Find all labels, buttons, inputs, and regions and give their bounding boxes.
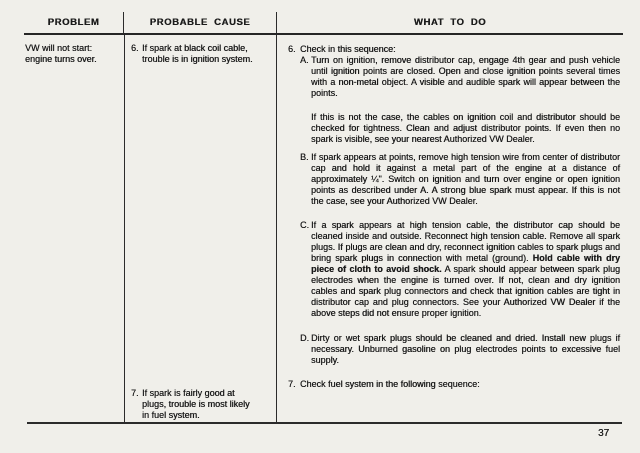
step-text: If spark appears at points, remove high tension wire from center of distributor cap and hold it against a metal part of the engine at a distance of approximately ¼". Switch on ignition and turn over engine or open ignition points as described under A. A strong blue spark must appear. If this is not the case, see your Authorized VW Dealer. (311, 152, 620, 206)
problem-cell (24, 35, 124, 422)
step-C-paragraph (288, 220, 620, 319)
cause-line: plugs, trouble is most likely (142, 399, 250, 409)
action-intro-text: Check fuel system in the following sequence: (300, 379, 480, 389)
step-text-segment: A spark should appear between spark plug electrodes when the engine is turned over. If not, clean and dry ignition cables and spark plug connectors and check that ignition cables are tight in distributor cap and plug connectors. See your Authorized VW Dealer if the above steps did not ensure proper ignition. (311, 264, 620, 318)
column-header-probable-cause: PROBABLE CAUSE (124, 12, 277, 33)
what-to-do-cell (277, 35, 623, 422)
step-A-paragraph-1 (288, 55, 620, 99)
step-D-paragraph (288, 333, 620, 366)
cause-item-6 (131, 43, 270, 65)
cause-number: 7. (131, 388, 139, 398)
action-number: 7. (288, 379, 296, 389)
step-label: C. (300, 220, 309, 230)
step-A (288, 55, 620, 145)
probable-cause-cell (124, 35, 277, 422)
step-text: If this is not the case, the cables on ignition coil and distributor should be checked for tightness. Clean and adjust distributor points. If even then no spark is visible, see your nearest Authorized VW Dealer. (311, 112, 620, 144)
step-label: B. (300, 152, 309, 162)
step-A-paragraph-2 (288, 112, 620, 145)
cause-line: in fuel system. (142, 410, 200, 420)
action-number: 6. (288, 44, 296, 54)
cause-line: If spark is fairly good at (142, 388, 235, 398)
cause-text (142, 388, 250, 421)
step-B-paragraph (288, 152, 620, 207)
action-item-7 (288, 379, 620, 390)
step-label: D. (300, 333, 309, 343)
footer-rule (27, 422, 622, 424)
step-text (311, 220, 620, 319)
step-D (288, 333, 620, 366)
step-B (288, 152, 620, 207)
step-text: Turn on ignition, remove distributor cap, engage 4th gear and push vehicle until ignition points are closed. Open and close ignition points several times with a non-metal object. A visible and audible spark will appear between the points. (311, 55, 620, 98)
table-row (24, 35, 623, 422)
action-item-6 (288, 44, 620, 55)
cause-line: trouble is in ignition system. (142, 54, 253, 64)
problem-line: VW will not start: (25, 43, 93, 53)
cause-number: 6. (131, 43, 139, 53)
page-number: 37 (598, 428, 610, 439)
step-text-segment: If a spark appears at high tension cable, the distributor cap should be cleaned inside and outside. Reconnect high tension cable. Remove all spark plugs. If plugs are clean and dry, reconnect ignition cables to spark plugs and bring spark plugs in connection with metal (ground). (311, 220, 620, 263)
column-header-problem: PROBLEM (24, 12, 124, 33)
table-header-row (24, 12, 623, 33)
step-label-spacer (300, 112, 311, 145)
step-label: A. (300, 55, 309, 65)
step-C (288, 220, 620, 319)
warning-bold-text: Hold cable with dry piece of cloth to avoid shock. (311, 253, 620, 274)
problem-line: engine turns over. (25, 54, 97, 64)
cause-item-7 (131, 388, 270, 421)
cause-line: If spark at black coil cable, (142, 43, 248, 53)
step-text: Dirty or wet spark plugs should be cleaned and dried. Install new plugs if necessary. Unburned gasoline on plug electrodes points to excessive fuel supply. (311, 333, 620, 365)
column-header-what-to-do: WHAT TO DO (413, 17, 487, 28)
action-intro-text: Check in this sequence: (300, 44, 396, 54)
cause-text (142, 43, 253, 65)
